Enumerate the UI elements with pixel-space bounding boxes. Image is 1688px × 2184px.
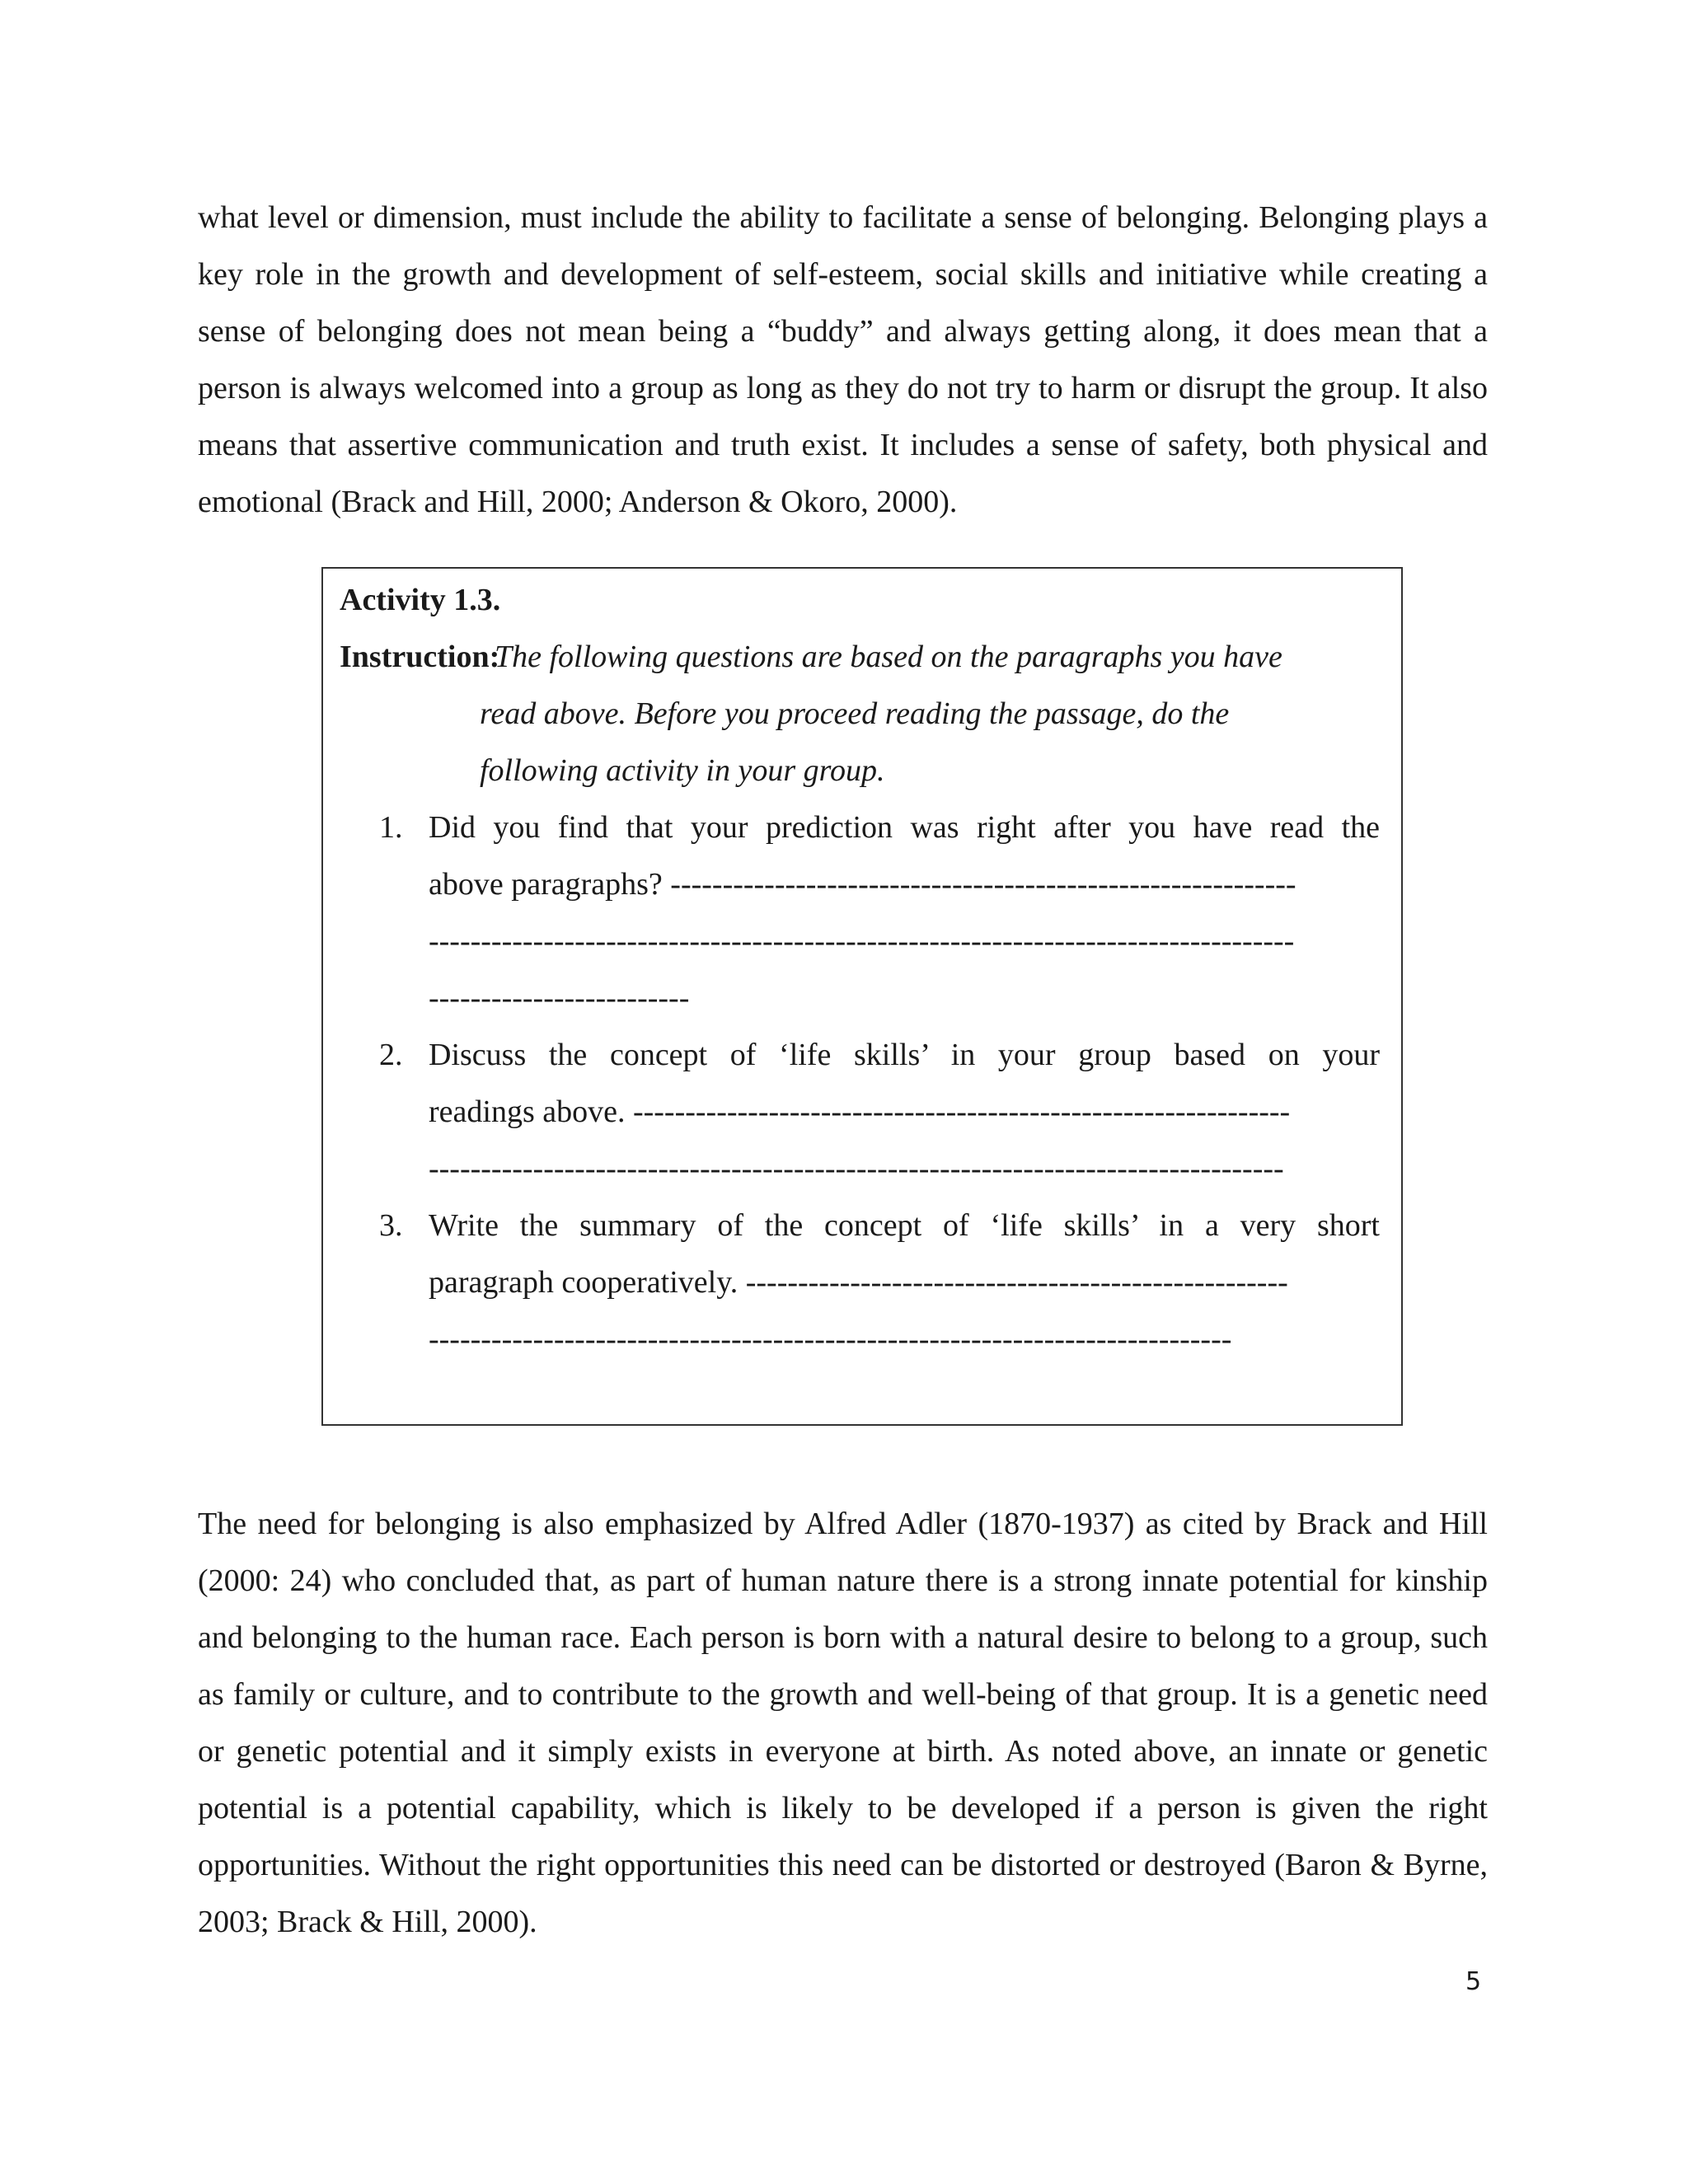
question-line: Write the summary of the concept of ‘life skills’ in a very short [429,1208,1380,1243]
instruction-line: The following questions are based on the paragraphs you have [495,640,1282,674]
answer-line: ----------------------------------------------------------------------------------- [429,924,1295,958]
instruction-label: Instruction: [340,640,500,674]
answer-line: ------------------------- [429,981,690,1015]
instruction-text [480,629,1335,799]
activity-box [321,567,1403,1426]
paragraph-intro: what level or dimension, must include the ability to facilitate a sense of belonging. Belonging plays a key role in the growth and development of self-esteem, social skills and initiative while creating a sense of belonging does not mean being a “buddy” and always getting along, it does mean that a person is always welcomed into a group as long as they do not try to harm or disrupt the group. It also means that assertive communication and truth exist. It includes a sense of safety, both physical and emotional (Brack and Hill, 2000; Anderson & Okoro, 2000). [198,200,1488,519]
question-body [429,1027,1380,1197]
question-body [429,1197,1380,1368]
question-number: 3. [379,1208,403,1243]
answer-line: readings above. --------------------------------------------------------------- [429,1094,1291,1129]
paragraph-belonging: The need for belonging is also emphasized by Alfred Adler (1870-1937) as cited by Brack and Hill (2000: 24) who concluded that, as part of human nature there is a strong innate potential for kinship and belonging to the human race. Each person is born with a natural desire to belong to a group, such as family or culture, and to contribute to the growth and well-being of that group. It is a genetic need or genetic potential and it simply exists in everyone at birth. As noted above, an innate or genetic potential is a potential capability, which is likely to be developed if a person is given the right opportunities. Without the right opportunities this need can be distorted or destroyed (Baron & Byrne, 2003; Brack & Hill, 2000). [198,1507,1488,1939]
question-body [429,799,1380,1027]
question-line: Discuss the concept of ‘life skills’ in your group based on your [429,1038,1380,1072]
question-line: Did you find that your prediction was right after you have read the [429,810,1380,845]
answer-line: paragraph cooperatively. ---------------------------------------------------- [429,1265,1288,1300]
question-number: 2. [379,1038,403,1072]
instruction-line: following activity in your group. [480,753,885,788]
instruction-line: read above. Before you proceed reading the passage, do the [480,696,1230,731]
page-number: 5 [1465,1967,1482,1996]
answer-line: ---------------------------------------------------------------------------------- [429,1151,1284,1186]
answer-line: above paragraphs? ------------------------------------------------------------ [429,867,1296,902]
answer-line: ----------------------------------------------------------------------------- [429,1322,1232,1357]
activity-title: Activity 1.3. [340,583,501,617]
question-number: 1. [379,810,403,845]
